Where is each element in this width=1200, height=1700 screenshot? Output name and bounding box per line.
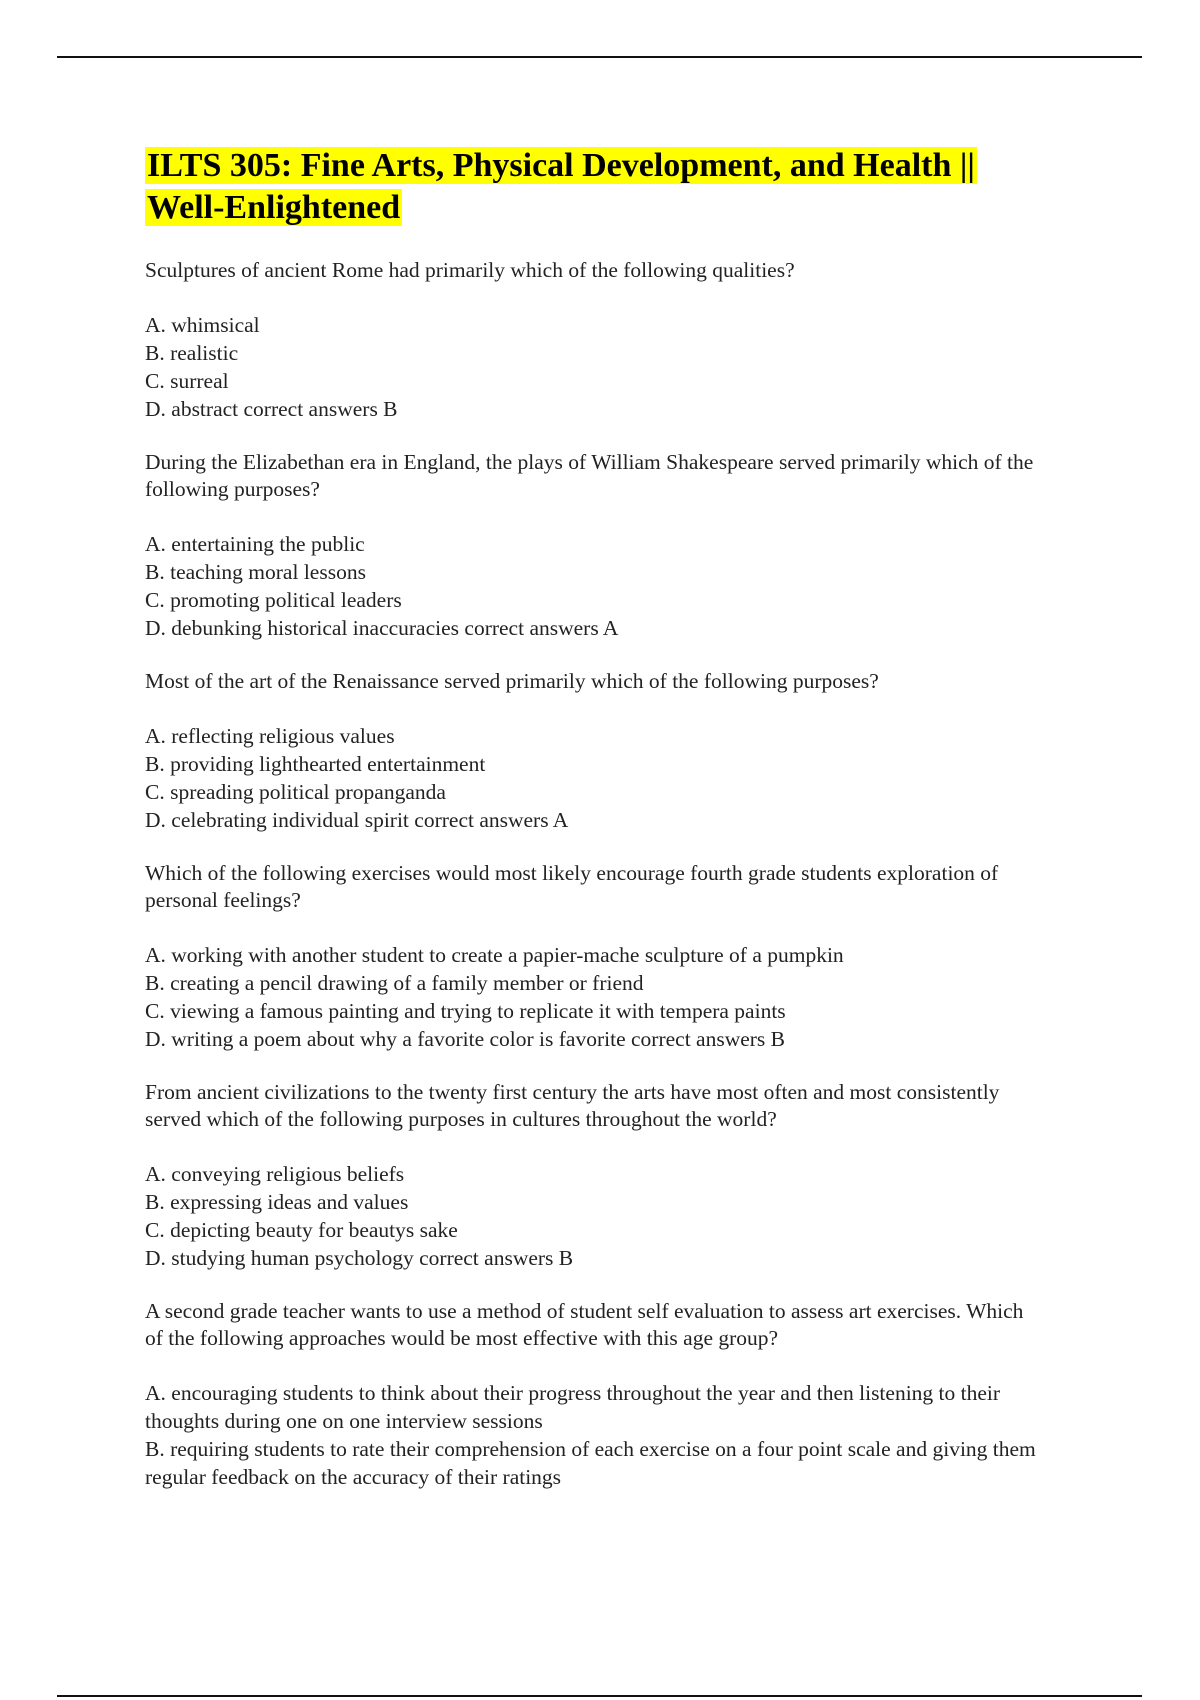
question-2 bbox=[145, 449, 1045, 642]
answer-option: B. requiring students to rate their comprehension of each exercise on a four point scale and giving them regular feedback on the accuracy of their ratings bbox=[145, 1437, 1036, 1489]
answer-option: B. providing lighthearted entertainment bbox=[145, 752, 486, 776]
question-text: Which of the following exercises would most likely encourage fourth grade students exploration of personal feelings? bbox=[145, 861, 999, 912]
answer-option: A. reflecting religious values bbox=[145, 724, 395, 748]
question-text: A second grade teacher wants to use a method of student self evaluation to assess art exercises. Which of the following approaches would be most effective with this age group? bbox=[145, 1299, 1024, 1350]
question-text: From ancient civilizations to the twenty first century the arts have most often and most consistently served which of the following purposes in cultures throughout the world? bbox=[145, 1080, 1000, 1131]
answer-option: D. celebrating individual spirit correct answers A bbox=[145, 808, 569, 832]
answer-option: B. teaching moral lessons bbox=[145, 560, 366, 584]
answer-options bbox=[145, 530, 1045, 642]
answer-options bbox=[145, 941, 1045, 1053]
answer-option: D. studying human psychology correct answers B bbox=[145, 1246, 574, 1270]
answer-option: A. whimsical bbox=[145, 313, 260, 337]
answer-option: B. expressing ideas and values bbox=[145, 1190, 409, 1214]
answer-options bbox=[145, 1160, 1045, 1272]
question-text: Sculptures of ancient Rome had primarily which of the following qualities? bbox=[145, 258, 795, 282]
answer-option: A. working with another student to create a papier-mache sculpture of a pumpkin bbox=[145, 943, 844, 967]
title-line-1: ILTS 305: Fine Arts, Physical Development, and Health || bbox=[147, 147, 975, 184]
answer-options bbox=[145, 311, 1045, 423]
answer-option: C. surreal bbox=[145, 369, 229, 393]
answer-option: A. conveying religious beliefs bbox=[145, 1162, 405, 1186]
answer-option: A. entertaining the public bbox=[145, 532, 365, 556]
question-3 bbox=[145, 668, 1045, 834]
question-6 bbox=[145, 1298, 1045, 1491]
answer-option: B. creating a pencil drawing of a family member or friend bbox=[145, 971, 644, 995]
question-5 bbox=[145, 1079, 1045, 1272]
answer-option: D. writing a poem about why a favorite color is favorite correct answers B bbox=[145, 1027, 786, 1051]
answer-options bbox=[145, 722, 1045, 834]
answer-option: C. viewing a famous painting and trying to replicate it with tempera paints bbox=[145, 999, 786, 1023]
document-body bbox=[145, 145, 1045, 1517]
question-text: During the Elizabethan era in England, the plays of William Shakespeare served primarily which of the following purposes? bbox=[145, 450, 1034, 501]
bottom-rule bbox=[57, 1695, 1142, 1697]
question-1 bbox=[145, 257, 1045, 423]
answer-option: C. promoting political leaders bbox=[145, 588, 402, 612]
title-line-2: Well-Enlightened bbox=[147, 189, 401, 226]
question-text: Most of the art of the Renaissance served primarily which of the following purposes? bbox=[145, 669, 879, 693]
document-title bbox=[145, 145, 1045, 229]
question-4 bbox=[145, 860, 1045, 1053]
answer-option: D. debunking historical inaccuracies correct answers A bbox=[145, 616, 619, 640]
answer-option: C. spreading political propanganda bbox=[145, 780, 446, 804]
answer-options bbox=[145, 1379, 1045, 1491]
answer-option: B. realistic bbox=[145, 341, 239, 365]
answer-option: C. depicting beauty for beautys sake bbox=[145, 1218, 458, 1242]
top-rule bbox=[57, 56, 1142, 58]
answer-option: A. encouraging students to think about their progress throughout the year and then listening to their thoughts during one on one interview sessions bbox=[145, 1381, 1001, 1433]
answer-option: D. abstract correct answers B bbox=[145, 397, 398, 421]
